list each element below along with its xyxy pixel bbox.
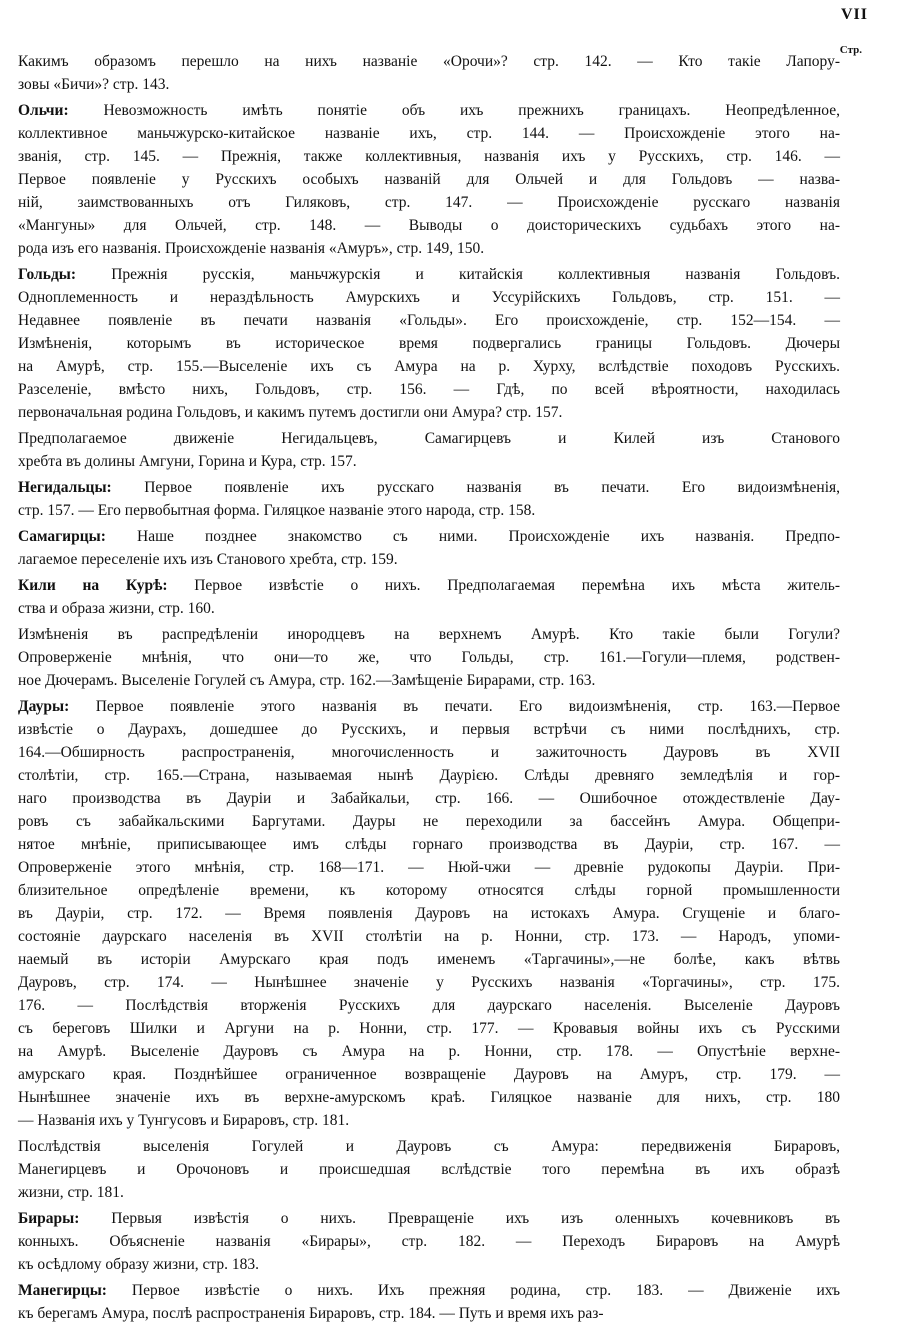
toc-line: Дауры: Первое появленіе этого названія въ печати. Его видоизмѣненія, стр. 163.—Первое <box>18 698 840 715</box>
toc-line: состояніе даурскаго населенія въ XVII столѣтіи на р. Нонни, стр. 173. — Народъ, упоми- <box>18 928 840 945</box>
toc-paragraph <box>18 427 840 473</box>
section-lead: Гольды: <box>18 266 77 283</box>
toc-paragraph <box>18 1135 840 1204</box>
toc-paragraph <box>18 623 840 692</box>
toc-line: Дауровъ, стр. 174. — Нынѣшнее значеніе у Русскихъ названія «Торгачины», стр. 175. <box>18 974 840 991</box>
toc-line: 164.—Обширность распространенія, многочисленность и зажиточность Дауровъ въ XVII <box>18 744 840 761</box>
toc-line: Негидальцы: Первое появленіе ихъ русскаго названія въ печати. Его видоизмѣненія, <box>18 479 840 496</box>
toc-line: Опроверженіе этого мнѣнія, стр. 168—171. — Нюй-чжи — древніе рудокопы Дауріи. При- <box>18 859 840 876</box>
toc-line: первоначальная родина Гольдовъ, и какимъ путемъ достигли они Амура? стр. 157. <box>18 404 563 421</box>
toc-line: Кили на Курѣ: Первое извѣстіе о нихъ. Предполагаемая перемѣна ихъ мѣста житель- <box>18 577 840 594</box>
toc-line: Какимъ образомъ перешло на нихъ названіе «Орочи»? стр. 142. — Кто такіе Лапору- <box>18 53 840 70</box>
toc-line: Самагирцы: Наше позднее знакомство съ ними. Происхожденіе ихъ названія. Предпо- <box>18 528 840 545</box>
toc-line: Измѣненія въ распредѣленіи инородцевъ на верхнемъ Амурѣ. Кто такіе были Гогули? <box>18 626 840 643</box>
toc-line: Измѣненія, которымъ въ историческое время подвергались границы Гольдовъ. Дючеры <box>18 335 840 352</box>
toc-line: Разселеніе, вмѣсто нихъ, Гольдовъ, стр. 156. — Гдѣ, по всей вѣроятности, находилась <box>18 381 840 398</box>
toc-paragraph <box>18 263 840 424</box>
toc-line: Опроверженіе мнѣнія, что они—то же, что Гольды, стр. 161.—Гогули—племя, родствен- <box>18 649 840 666</box>
page-number: VII <box>840 6 868 23</box>
toc-line: — Названія ихъ у Тунгусовъ и Бираровъ, стр. 181. <box>18 1112 350 1129</box>
section-lead: Бирары: <box>18 1210 80 1227</box>
toc-line: рода изъ его названія. Происхожденіе названія «Амуръ», стр. 149, 150. <box>18 240 485 257</box>
toc-paragraph <box>18 695 840 1132</box>
toc-paragraph <box>18 574 840 620</box>
toc-line: на Амурѣ, стр. 155.—Выселеніе ихъ съ Амура на р. Хурху, вслѣдствіе походовъ Русскихъ. <box>18 358 840 375</box>
toc-line: ное Дючерамъ. Выселеніе Гогулей съ Амура, стр. 162.—Замѣщеніе Бирарами, стр. 163. <box>18 672 596 689</box>
toc-line: къ осѣдлому образу жизни, стр. 183. <box>18 1256 259 1273</box>
toc-line: Первое появленіе у Русскихъ особыхъ названій для Ольчей и для Гольдовъ — назва- <box>18 171 840 188</box>
toc-line: ній, заимствованныхъ отъ Гиляковъ, стр. 147. — Происхожденіе русскаго названія <box>18 194 840 211</box>
toc-line: съ береговъ Шилки и Аргуни на р. Нонни, стр. 177. — Кровавыя войны ихъ съ Русскими <box>18 1020 840 1037</box>
toc-line: нятое мнѣніе, приписывающее имъ слѣды горнаго производства въ Дауріи, стр. 167. — <box>18 836 840 853</box>
toc-line: Манегирцевъ и Орочоновъ и происшедшая вслѣдствіе того перемѣна въ ихъ образѣ <box>18 1161 840 1178</box>
toc-line: коллективное маньчжурско-китайское названіе ихъ, стр. 144. — Происхожденіе этого на- <box>18 125 840 142</box>
toc-line: амурскаго края. Позднѣйшее ограниченное возвращеніе Дауровъ на Амуръ, стр. 179. — <box>18 1066 840 1083</box>
toc-line: конныхъ. Объясненіе названія «Бирары», стр. 182. — Переходъ Бираровъ на Амурѣ <box>18 1233 840 1250</box>
toc-line: хребта въ долины Амгуни, Горина и Кура, стр. 157. <box>18 453 357 470</box>
toc-line: на Амурѣ. Выселеніе Дауровъ съ Амура на р. Нонни, стр. 178. — Опустѣніе верхне- <box>18 1043 840 1060</box>
section-lead: Самагирцы: <box>18 528 106 545</box>
toc-line: Предполагаемое движеніе Негидальцевъ, Самагирцевъ и Килей изъ Станового <box>18 430 840 447</box>
toc-line: стр. 157. — Его первобытная форма. Гиляцкое названіе этого народа, стр. 158. <box>18 502 536 519</box>
toc-line: близительное опредѣленіе времени, къ которому относятся слѣды горной промышленности <box>18 882 840 899</box>
toc-paragraph <box>18 525 840 571</box>
toc-line: «Мангуны» для Ольчей, стр. 148. — Выводы о доисторическихъ судьбахъ этого на- <box>18 217 840 234</box>
toc-line: Манегирцы: Первое извѣстіе о нихъ. Ихъ прежняя родина, стр. 183. — Движеніе ихъ <box>18 1282 840 1299</box>
toc-paragraph <box>18 50 840 96</box>
section-lead: Кили на Курѣ: <box>18 577 168 594</box>
section-lead: Ольчи: <box>18 102 69 119</box>
toc-line: Гольды: Прежнія русскія, маньчжурскія и китайскія коллективныя названія Гольдовъ. <box>18 266 840 283</box>
toc-line: Бирары: Первыя извѣстія о нихъ. Превращеніе ихъ изъ оленныхъ кочевниковъ въ <box>18 1210 840 1227</box>
toc-line: столѣтіи, стр. 165.—Страна, называемая нынѣ Даурією. Слѣды древняго земледѣлія и гор- <box>18 767 840 784</box>
toc-line: наго производства въ Дауріи и Забайкальи, стр. 166. — Ошибочное отождествленіе Дау- <box>18 790 840 807</box>
toc-line: Нынѣшнее значеніе ихъ въ верхне-амурскомъ краѣ. Гиляцкое названіе для нихъ, стр. 180 <box>18 1089 840 1106</box>
toc-line: ровъ съ забайкальскими Баргутами. Дауры не переходили за бассейнъ Амура. Общепри- <box>18 813 840 830</box>
section-lead: Дауры: <box>18 698 70 715</box>
toc-line: Послѣдствія выселенія Гогулей и Дауровъ съ Амура: передвиженія Бираровъ, <box>18 1138 840 1155</box>
table-of-contents-text <box>18 50 840 1328</box>
toc-line: зовы «Бичи»? стр. 143. <box>18 76 170 93</box>
toc-line: званія, стр. 145. — Прежнія, также коллективныя, названія ихъ у Русскихъ, стр. 146. — <box>18 148 840 165</box>
toc-line: Ольчи: Невозможность имѣть понятіе объ ихъ прежнихъ границахъ. Неопредѣленное, <box>18 102 840 119</box>
toc-line: Недавнее появленіе въ печати названія «Гольды». Его происхожденіе, стр. 152—154. — <box>18 312 840 329</box>
toc-line: извѣстіе о Даурахъ, дошедшее до Русскихъ, и первыя встрѣчи съ ними послѣднихъ, стр. <box>18 721 840 738</box>
toc-paragraph <box>18 1207 840 1276</box>
section-lead: Негидальцы: <box>18 479 112 496</box>
toc-paragraph <box>18 476 840 522</box>
toc-line: ства и образа жизни, стр. 160. <box>18 600 215 617</box>
toc-paragraph <box>18 99 840 260</box>
toc-line: къ берегамъ Амура, послѣ распространенія Бираровъ, стр. 184. — Путь и время ихъ раз- <box>18 1305 604 1322</box>
toc-line: жизни, стр. 181. <box>18 1184 124 1201</box>
toc-line: лагаемое переселеніе ихъ изъ Станового хребта, стр. 159. <box>18 551 398 568</box>
toc-paragraph <box>18 1279 840 1325</box>
section-lead: Манегирцы: <box>18 1282 107 1299</box>
toc-line: 176. — Послѣдствія вторженія Русскихъ для даурскаго населенія. Выселеніе Дауровъ <box>18 997 840 1014</box>
toc-line: наемый въ исторіи Амурскаго края подъ именемъ «Таргачины»,—не болѣе, какъ вѣтвь <box>18 951 840 968</box>
toc-line: Одноплеменность и нераздѣльность Амурскихъ и Уссурійскихъ Гольдовъ, стр. 151. — <box>18 289 840 306</box>
page-column-label: Стр. <box>839 44 862 56</box>
toc-line: въ Дауріи, стр. 172. — Время появленія Дауровъ на истокахъ Амура. Сгущеніе и благо- <box>18 905 840 922</box>
